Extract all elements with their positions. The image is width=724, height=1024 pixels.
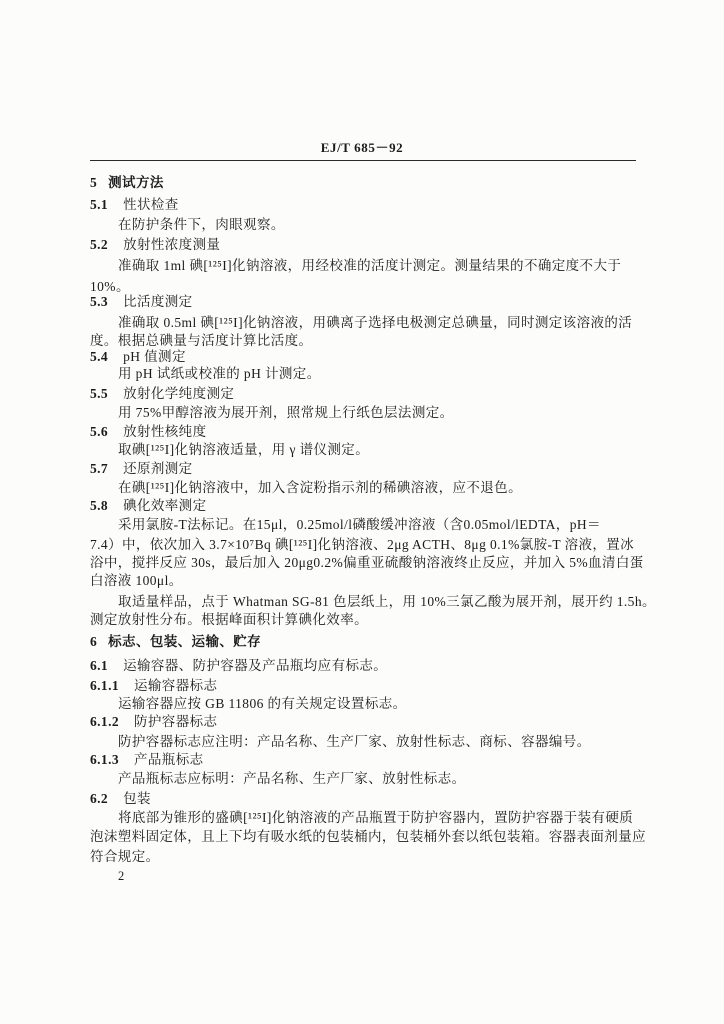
- subsection-title: 放射化学纯度测定: [123, 386, 235, 401]
- subsection-number: 5.1: [90, 197, 109, 212]
- subsection-number: 6.1: [90, 658, 109, 673]
- subsection-title: 性状检查: [123, 197, 179, 212]
- body-text-line: 防护容器标志应注明：产品名称、生产厂家、放射性标志、商标、容器编号。: [118, 734, 591, 749]
- subsection-title: 产品瓶标志: [134, 752, 204, 767]
- section-heading-5: [90, 175, 164, 191]
- subsection-title: 放射性浓度测量: [123, 237, 221, 252]
- subsection-title: 防护容器标志: [134, 714, 218, 729]
- header-rule: [90, 160, 636, 161]
- subsection-heading-5-2: [90, 237, 220, 253]
- body-text-line: 准确取 1ml 碘[¹²⁵I]化钠溶液，用经校准的活度计测定。测量结果的不确定度不大于: [118, 258, 622, 273]
- body-text-line: 采用氯胺-T法标记。在15μl，0.25mol/l磷酸缓冲溶液（含0.05mol/lEDTA，pH＝: [118, 517, 601, 532]
- body-text-line: 浴中，搅拌反应 30s，最后加入 20μg0.2%偏重亚硫酸钠溶液终止反应，并加入 5%血清白蛋: [90, 555, 644, 570]
- body-text-line: 白溶液 100μl。: [90, 573, 183, 588]
- subsection-heading-6-1: [90, 658, 387, 674]
- subsection-heading-5-5: [90, 386, 234, 402]
- subsection-number: 5.6: [90, 424, 109, 439]
- body-text-line: 产品瓶标志应标明：产品名称、生产厂家、放射性标志。: [118, 771, 466, 786]
- subsection-number: 5.7: [90, 461, 109, 476]
- subsection-number: 6.1.3: [90, 752, 119, 767]
- body-text-line: 度。根据总碘量与活度计算比活度。: [90, 333, 313, 348]
- body-text-line: 用 pH 试纸或校准的 pH 计测定。: [118, 366, 321, 381]
- subsection-title: 碘化效率测定: [123, 498, 207, 513]
- section-number: 6: [90, 634, 98, 649]
- subsection-number: 6.2: [90, 791, 109, 806]
- body-text-line: 将底部为锥形的盛碘[¹²⁵I]化钠溶液的产品瓶置于防护容器内，置防护容器于装有硬质: [118, 810, 634, 825]
- section-title: 测试方法: [108, 175, 164, 190]
- subsection-title: pH 值测定: [123, 349, 186, 364]
- subsection-number: 6.1.2: [90, 714, 119, 729]
- body-text-line: 10%。: [90, 279, 130, 294]
- subsection-heading-5-4: [90, 349, 186, 365]
- subsection-heading-5-1: [90, 197, 179, 213]
- subsection-number: 5.8: [90, 498, 109, 513]
- subsection-number: 6.1.1: [90, 678, 119, 693]
- subsection-heading-6-1-3: [90, 752, 204, 768]
- body-text-line: 7.4）中，依次加入 3.7×10⁷Bq 碘[¹²⁵I]化钠溶液、2μg ACTH、8μg 0.1%氯胺-T 溶液，置冰: [90, 537, 635, 552]
- subsection-title: 包装: [123, 791, 151, 806]
- body-text-line: 在防护条件下，肉眼观察。: [118, 217, 285, 232]
- subsection-title: 还原剂测定: [123, 461, 193, 476]
- subsection-heading-6-1-2: [90, 714, 217, 730]
- section-number: 5: [90, 175, 98, 190]
- subsection-number: 5.2: [90, 237, 109, 252]
- subsection-title: 比活度测定: [123, 294, 193, 309]
- body-text-line: 用 75%甲醇溶液为展开剂，照常规上行纸色层法测定。: [118, 405, 454, 420]
- body-text-line: 在碘[¹²⁵I]化钠溶液中，加入含淀粉指示剂的稀碘溶液，应不退色。: [118, 480, 522, 495]
- page-number: 2: [118, 869, 125, 883]
- subsection-heading-6-2: [90, 791, 151, 807]
- subsection-title: 运输容器标志: [134, 678, 218, 693]
- subsection-heading-5-3: [90, 294, 193, 310]
- standard-code-header: EJ/T 685－92: [320, 140, 404, 155]
- subsection-heading-6-1-1: [90, 678, 217, 694]
- body-text-line: 泡沫塑料固定体，且上下均有吸水纸的包装桶内，包装桶外套以纸包装箱。容器表面剂量应: [90, 829, 646, 844]
- body-text-line: 准确取 0.5ml 碘[¹²⁵I]化钠溶液，用碘离子选择电极测定总碘量，同时测定该溶液的活: [118, 315, 633, 330]
- section-title: 标志、包装、运输、贮存: [108, 634, 262, 649]
- subsection-number: 5.5: [90, 386, 109, 401]
- body-text-line: 运输容器应按 GB 11806 的有关规定设置标志。: [118, 696, 407, 711]
- body-text-line: 测定放射性分布。根据峰面积计算碘化效率。: [90, 612, 368, 627]
- subsection-heading-5-8: [90, 498, 206, 514]
- subsection-heading-5-7: [90, 461, 193, 477]
- body-text-line: 取碘[¹²⁵I]化钠溶液适量，用 γ 谱仪测定。: [118, 442, 370, 457]
- subsection-title: 放射性核纯度: [123, 424, 207, 439]
- body-text-line: 取适量样品，点于 Whatman SG-81 色层纸上，用 10%三氯乙酸为展开剂，展开约 1.5h。: [118, 594, 656, 609]
- subsection-number: 5.4: [90, 349, 109, 364]
- subsection-heading-5-6: [90, 424, 206, 440]
- subsection-number: 5.3: [90, 294, 109, 309]
- body-text-line: 符合规定。: [90, 849, 160, 864]
- section-heading-6: [90, 634, 261, 650]
- subsection-title: 运输容器、防护容器及产品瓶均应有标志。: [123, 658, 388, 673]
